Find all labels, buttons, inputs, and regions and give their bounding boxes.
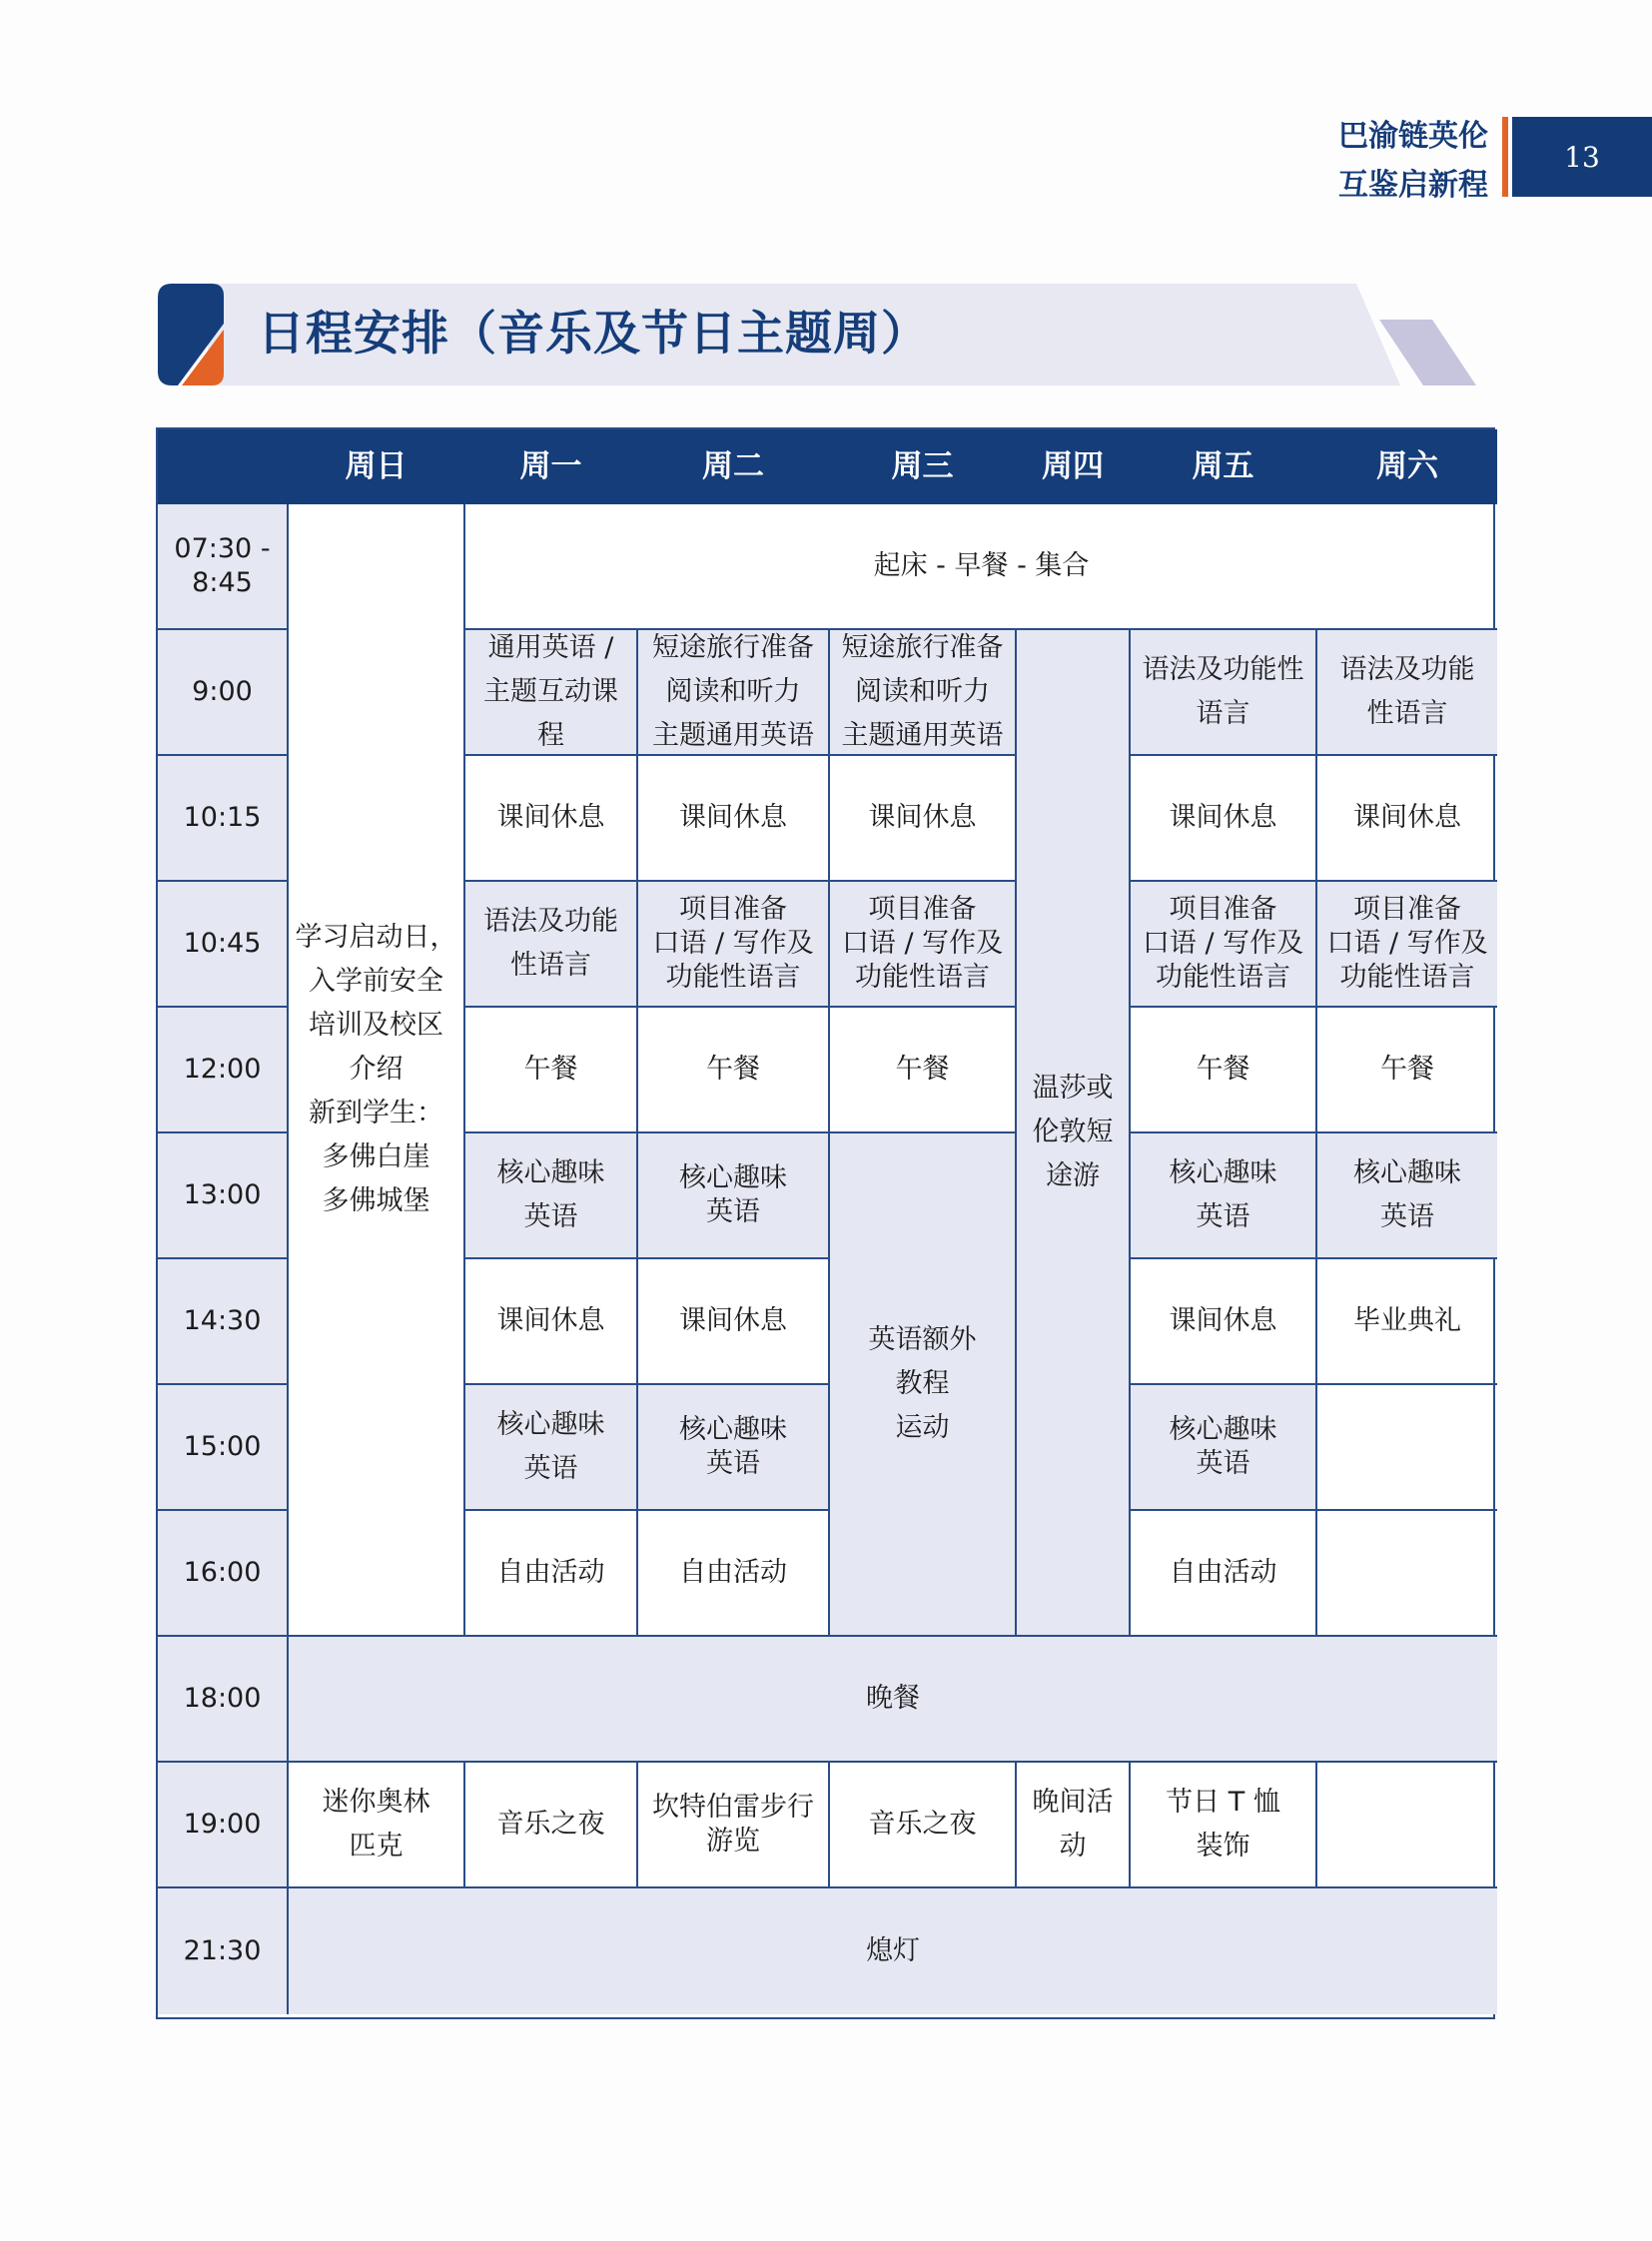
brand-line-2: 互鉴启新程 [1338,168,1488,203]
mon-1900-cell: 音乐之夜 [465,1763,638,1888]
mon-1015-cell: 课间休息 [465,756,638,882]
mon-1600-cell: 自由活动 [465,1511,638,1637]
wed-0900-cell: 短途旅行准备 阅读和听力 主题通用英语 [830,630,1017,756]
tue-1200-cell: 午餐 [638,1008,830,1133]
fri-1045-cell: 项目准备 口语 / 写作及 功能性语言 [1131,882,1317,1008]
time-slot-0900: 9:00 [158,630,289,756]
mon-1200-cell: 午餐 [465,1008,638,1133]
header-day-fri: 周五 [1131,429,1317,504]
sat-1045-cell: 项目准备 口语 / 写作及 功能性语言 [1317,882,1497,1008]
tue-1900-cell: 坎特伯雷步行 游览 [638,1763,830,1888]
time-slot-1200: 12:00 [158,1008,289,1133]
sat-1300-cell: 核心趣味 英语 [1317,1133,1497,1259]
sat-1430-cell: 毕业典礼 [1317,1259,1497,1385]
wed-1900-cell: 音乐之夜 [830,1763,1017,1888]
sat-0900-cell: 语法及功能 性语言 [1317,630,1497,756]
time-slot-1600: 16:00 [158,1511,289,1637]
header-day-sat: 周六 [1317,429,1497,504]
lights-out-cell: 熄灯 [289,1888,1497,2014]
wed-1015-cell: 课间休息 [830,756,1017,882]
sunday-start-day-cell: 学习启动日， 入学前安全 培训及校区 介绍 新到学生： 多佛白崖 多佛城堡 [289,504,465,1637]
sat-1600-cell [1317,1511,1497,1637]
section-banner [158,284,1492,385]
mon-0900-cell: 通用英语 / 主题互动课 程 [465,630,638,756]
page-number: 13 [1512,117,1652,197]
wed-1200-cell: 午餐 [830,1008,1017,1133]
header-day-mon: 周一 [465,429,638,504]
time-slot-1430: 14:30 [158,1259,289,1385]
thu-1900-cell: 晚间活 动 [1017,1763,1131,1888]
time-slot-0730: 07:30 - 8:45 [158,504,289,630]
time-slot-1015: 10:15 [158,756,289,882]
sat-1200-cell: 午餐 [1317,1008,1497,1133]
schedule-table [156,427,1495,2019]
time-slot-1800: 18:00 [158,1637,289,1763]
fri-1430-cell: 课间休息 [1131,1259,1317,1385]
wake-up-cell: 起床 - 早餐 - 集合 [465,504,1497,630]
fri-1600-cell: 自由活动 [1131,1511,1317,1637]
tue-1430-cell: 课间休息 [638,1259,830,1385]
time-slot-1045: 10:45 [158,882,289,1008]
mon-1430-cell: 课间休息 [465,1259,638,1385]
wednesday-afternoon-cell: 英语额外 教程 运动 [830,1133,1017,1637]
tue-1500-cell: 核心趣味 英语 [638,1385,830,1511]
mon-1300-cell: 核心趣味 英语 [465,1133,638,1259]
tue-1045-cell: 项目准备 口语 / 写作及 功能性语言 [638,882,830,1008]
sat-1900-cell [1317,1763,1497,1888]
mon-1500-cell: 核心趣味 英语 [465,1385,638,1511]
tue-0900-cell: 短途旅行准备 阅读和听力 主题通用英语 [638,630,830,756]
time-slot-1500: 15:00 [158,1385,289,1511]
dinner-cell: 晚餐 [289,1637,1497,1763]
header-corner [158,429,289,504]
brand-slogan [1149,112,1488,210]
header-day-wed: 周三 [830,429,1017,504]
tue-1300-cell: 核心趣味 英语 [638,1133,830,1259]
fri-1200-cell: 午餐 [1131,1008,1317,1133]
time-slot-1300: 13:00 [158,1133,289,1259]
wed-1045-cell: 项目准备 口语 / 写作及 功能性语言 [830,882,1017,1008]
header-day-sun: 周日 [289,429,465,504]
mon-1045-cell: 语法及功能 性语言 [465,882,638,1008]
time-slot-2130: 21:30 [158,1888,289,2014]
time-slot-1900: 19:00 [158,1763,289,1888]
tue-1600-cell: 自由活动 [638,1511,830,1637]
brand-accent-bar [1502,117,1508,197]
fri-1500-cell: 核心趣味 英语 [1131,1385,1317,1511]
fri-1300-cell: 核心趣味 英语 [1131,1133,1317,1259]
thursday-trip-cell: 温莎或 伦敦短 途游 [1017,630,1131,1637]
sat-1015-cell: 课间休息 [1317,756,1497,882]
sun-1900-cell: 迷你奥林 匹克 [289,1763,465,1888]
fri-1015-cell: 课间休息 [1131,756,1317,882]
header-day-tue: 周二 [638,429,830,504]
tue-1015-cell: 课间休息 [638,756,830,882]
fri-0900-cell: 语法及功能性 语言 [1131,630,1317,756]
fri-1900-cell: 节日 T 恤 装饰 [1131,1763,1317,1888]
section-title: 日程安排（音乐及节日主题周） [258,307,929,362]
header-day-thu: 周四 [1017,429,1131,504]
brand-line-1: 巴渝链英伦 [1338,119,1488,154]
sat-1500-cell [1317,1385,1497,1511]
